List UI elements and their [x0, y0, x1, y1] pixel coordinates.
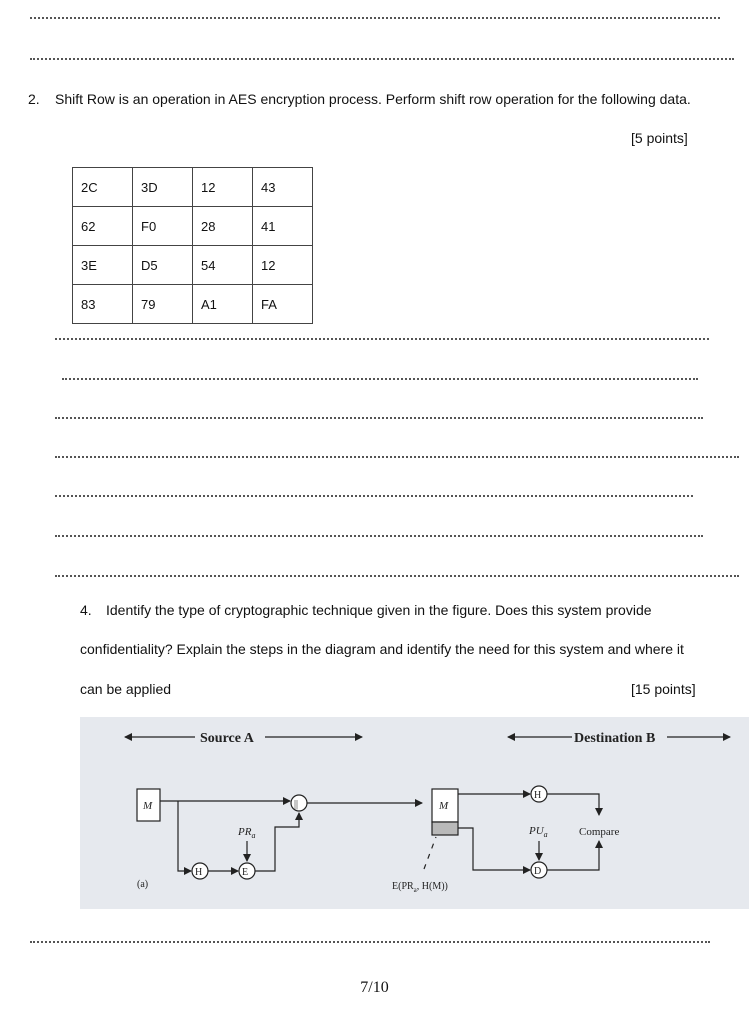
answer-line [30, 941, 710, 943]
concat-symbol: || [294, 799, 299, 810]
answer-line [55, 535, 703, 537]
message-to-hash-line [178, 801, 191, 871]
message-label: M [143, 800, 153, 812]
encrypt-to-concat-line [255, 813, 299, 871]
table-cell: 79 [133, 285, 193, 324]
question-4-line-3: can be applied [80, 681, 172, 697]
table-cell: A1 [193, 285, 253, 324]
table-cell: 54 [193, 246, 253, 285]
dest-hash-label: H [534, 790, 542, 801]
destination-label: Destination B [574, 731, 656, 746]
hash-to-compare-line [547, 794, 599, 815]
digital-signature-diagram [80, 717, 749, 909]
answer-line [55, 495, 693, 497]
hash-label: H [195, 867, 203, 878]
table-cell: FA [253, 285, 313, 324]
table-row [73, 285, 313, 324]
public-key-label: $PU_a$ [529, 825, 548, 839]
diagram-svg [80, 717, 749, 909]
signature-pointer [424, 837, 436, 869]
table-cell: 3E [73, 246, 133, 285]
table-cell: 12 [253, 246, 313, 285]
table-cell: 41 [253, 207, 313, 246]
panel-label: (a) [137, 879, 149, 890]
encrypt-label: E [242, 867, 249, 878]
table-cell: 12 [193, 168, 253, 207]
table-cell: F0 [133, 207, 193, 246]
table-cell: D5 [133, 246, 193, 285]
table-cell: 62 [73, 207, 133, 246]
question-4-line-1: Identify the type of cryptographic technique given in the figure. Does this system provide [106, 602, 652, 618]
answer-line [55, 417, 703, 419]
question-2-text: Shift Row is an operation in AES encryption process. Perform shift row operation for the following data. [55, 91, 691, 107]
question-4-number: 4. [80, 602, 92, 618]
decrypt-label: D [534, 866, 542, 877]
table-cell: 83 [73, 285, 133, 324]
table-cell: 3D [133, 168, 193, 207]
signature-to-decrypt-line [458, 828, 530, 870]
compare-label: Compare [579, 826, 620, 838]
table-cell: 28 [193, 207, 253, 246]
shift-row-table [72, 167, 313, 324]
received-message-label: M [439, 800, 449, 812]
answer-line [55, 575, 739, 577]
answer-line [30, 17, 720, 19]
answer-line [62, 378, 698, 380]
question-2-points: [5 points] [631, 130, 688, 146]
table-cell: 2C [73, 168, 133, 207]
table-row [73, 246, 313, 285]
signature-block [432, 822, 458, 835]
table-cell: 43 [253, 168, 313, 207]
answer-line [55, 456, 739, 458]
answer-line [30, 58, 734, 60]
answer-line [55, 338, 709, 340]
page-number: 7/10 [360, 979, 389, 996]
source-label: Source A [200, 731, 254, 746]
private-key-label: $PR_a$ [238, 826, 256, 840]
question-2-number: 2. [28, 91, 40, 107]
question-4-points: [15 points] [631, 681, 696, 697]
table-row [73, 207, 313, 246]
signature-label: $E(PR_a$, H(M)) [392, 881, 448, 894]
question-4-line-2: confidentiality? Explain the steps in the diagram and identify the need for this system and where it [80, 641, 684, 657]
table-row [73, 168, 313, 207]
decrypt-to-compare-line [547, 841, 599, 870]
